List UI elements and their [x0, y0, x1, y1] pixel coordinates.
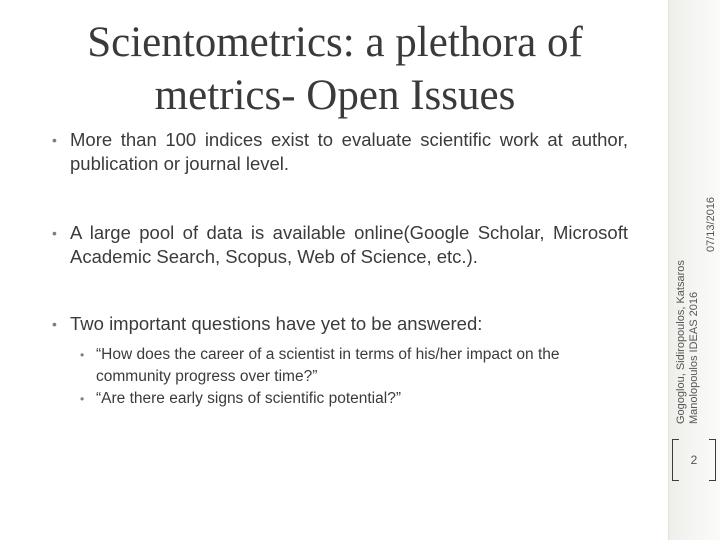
slide-title-line-1: Scientometrics: a plethora of — [87, 19, 583, 66]
footer-authors — [675, 172, 705, 424]
bullet-questions: • Two important questions have yet to be answered: — [50, 312, 628, 336]
footer-authors-line-2: Manolopoulos IDEAS 2016 — [688, 291, 700, 424]
right-bracket-icon — [709, 439, 716, 481]
page-number: 2 — [690, 453, 698, 467]
sub-bullet-early-signs: • “Are there early signs of scientific potential?” — [78, 388, 638, 410]
footer-authors-line-1: Gogoglou, Sidiropoulos, Katsaros — [675, 260, 687, 424]
bullet-data-pool: • A large pool of data is available online(Google Scholar, Microsoft Academic Search, Scopus, Web of Science, etc.). — [50, 221, 628, 269]
sidebar-meta — [669, 172, 719, 422]
sub-bullet-list — [78, 344, 638, 410]
page-number-badge — [672, 437, 716, 483]
sub-bullet-career: • “How does the career of a scientist in terms of his/her impact on the community progress over time?” — [78, 344, 638, 388]
left-bracket-icon — [672, 439, 679, 481]
footer-date: 07/13/2016 — [705, 196, 717, 252]
bullet-indices: • More than 100 indices exist to evaluate scientific work at author, publication or journal level. — [50, 128, 628, 176]
slide-title — [30, 16, 640, 122]
slide-title-line-2: metrics- Open Issues — [154, 72, 516, 119]
